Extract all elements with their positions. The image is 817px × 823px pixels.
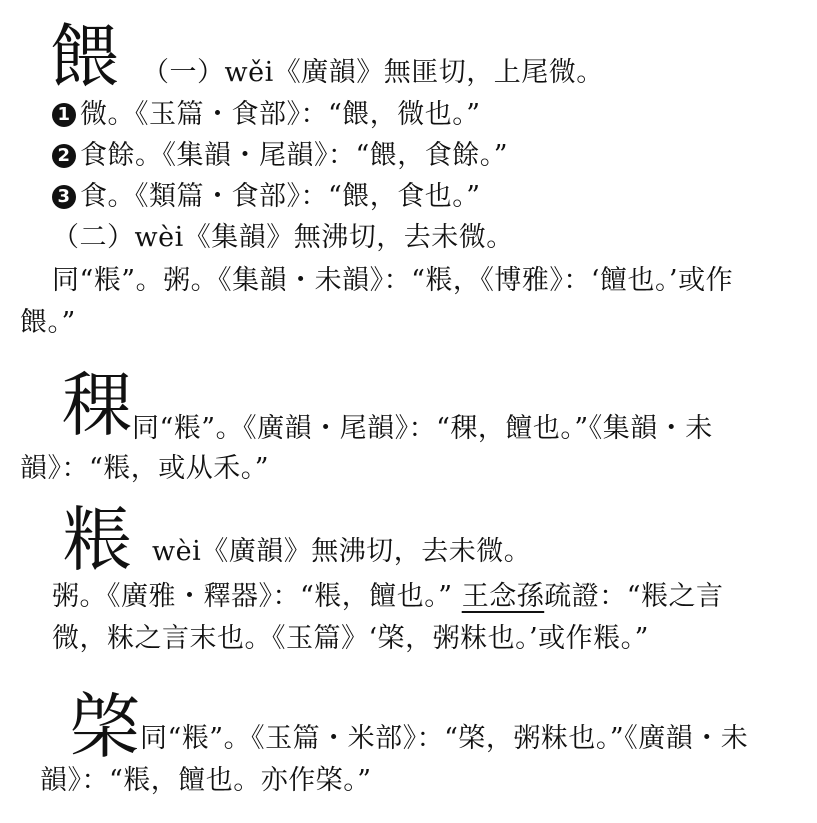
sense-text: 食餘。《集韻・尾韻》：“餵，食餘。” (80, 140, 509, 171)
sense-number-badge: 3 (52, 185, 76, 209)
headword-3: 粻 (62, 499, 132, 581)
entry-1-sense-2 (52, 139, 508, 173)
entry-1-line-6: 同“粻”。粥。《集韻・未韻》：“粻，《博雅》：‘饘也。’或作 (52, 265, 734, 296)
sense-text: 食。《類篇・食部》：“餵，食也。” (80, 181, 481, 212)
sense-text: 微。《玉篇・食部》：“餵，微也。” (80, 99, 481, 130)
entry-2-line-2: 韻》：“粻，或从禾。” (20, 453, 270, 484)
headword-4: 棨 (70, 686, 140, 768)
entry-1-reading-2: （二）wèi《集韻》無沸切，去未微。 (52, 222, 514, 253)
sense-number-badge: 1 (52, 103, 76, 127)
entry-2-line-1: 同“粻”。《廣韻・尾韻》：“稞，饘也。”《集韻・未 (132, 413, 713, 444)
underlined-name: 王念孫 (461, 581, 545, 612)
entry-1-line-7: 餵。” (20, 307, 76, 338)
entry-3-line-1: wèi《廣韻》無沸切，去未微。 (152, 536, 532, 567)
entry-4-line-2: 韻》：“粻，饘也。亦作棨。” (40, 765, 372, 796)
headword-1: 餵 (50, 16, 120, 98)
sense-number-badge: 2 (52, 144, 76, 168)
entry-1-sense-1 (52, 98, 481, 132)
entry-1-line-1: （一）wěi《廣韻》無匪切，上尾微。 (142, 57, 604, 88)
entry-3-line-2 (52, 580, 724, 614)
entry-1-sense-3 (52, 180, 481, 214)
entry-4-line-1: 同“粻”。《玉篇・米部》：“棨，粥粖也。”《廣韻・未 (140, 723, 749, 754)
text-before: 粥。《廣雅・釋器》：“粻，饘也。” (52, 581, 462, 612)
text-after: 疏證：“粻之言 (544, 581, 724, 612)
headword-2: 稞 (62, 364, 132, 446)
entry-3-line-3: 微，粖之言末也。《玉篇》‘棨，粥粖也。’或作粻。” (52, 623, 649, 654)
